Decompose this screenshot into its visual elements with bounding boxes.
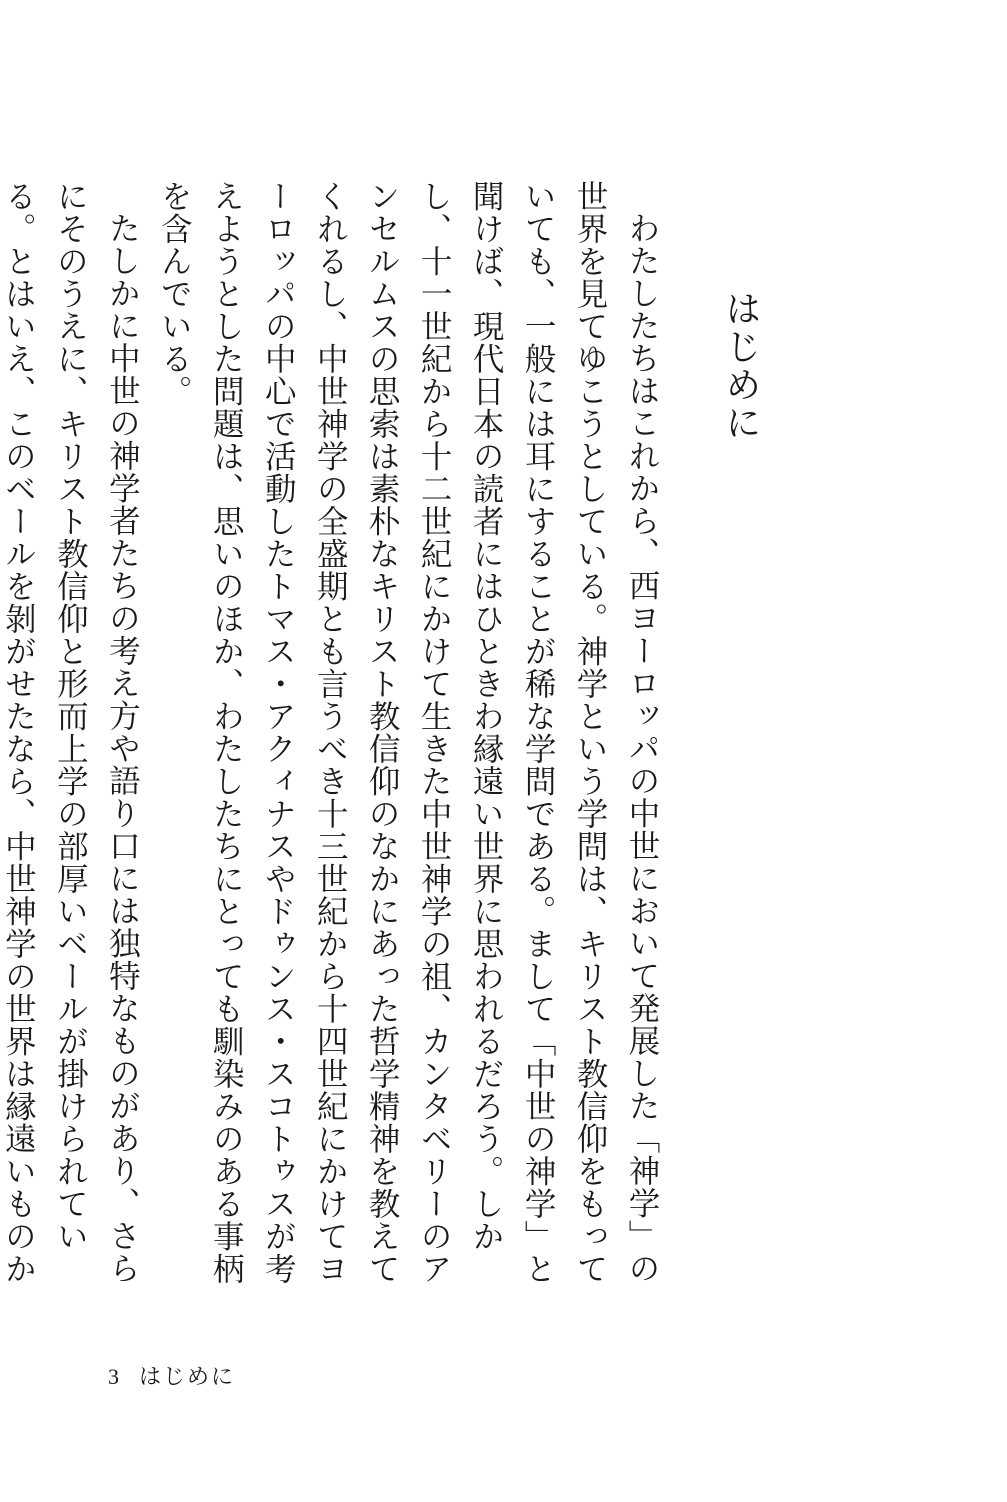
paragraph-1: わたしたちはこれから、西ヨーロッパの中世において発展した「神学」の世界を見てゆこうとしている。神学という学問は、キリスト教信仰をもっていても、一般には耳にすることが稀な学問である。まして「中世の神学」と聞けば、現代日本の読者にはひときわ縁遠い世界に思われるだろう。しかし、十一世紀から十二世紀にかけて生きた中世神学の祖、カンタベリーのアンセルムスの思索は素朴なキリスト教信仰のなかにあった哲学精神を教えてくれるし、中世神学の全盛期とも言うべき十三世紀から十四世紀にかけてヨーロッパの中心で活動したトマス・アクィナスやドゥンス・スコトゥスが考えようとした問題は、思いのほか、わたしたちにとっても馴染みのある事柄を含んでいる。 [156, 180, 660, 1285]
body-text [0, 180, 667, 1315]
page-number: 3 [108, 1364, 119, 1389]
chapter-title: はじめに [720, 290, 761, 442]
page-footer [108, 1360, 235, 1391]
running-title: はじめに [139, 1365, 236, 1390]
paragraph-2: たしかに中世の神学者たちの考え方や語り口には独特なものがあり、さらにそのうえに、キリスト教信仰と形而上学の部厚いベールが掛けられている。とはいえ、このベールを剝がせたなら、中世神学の世界は縁遠いものか [0, 180, 141, 1285]
